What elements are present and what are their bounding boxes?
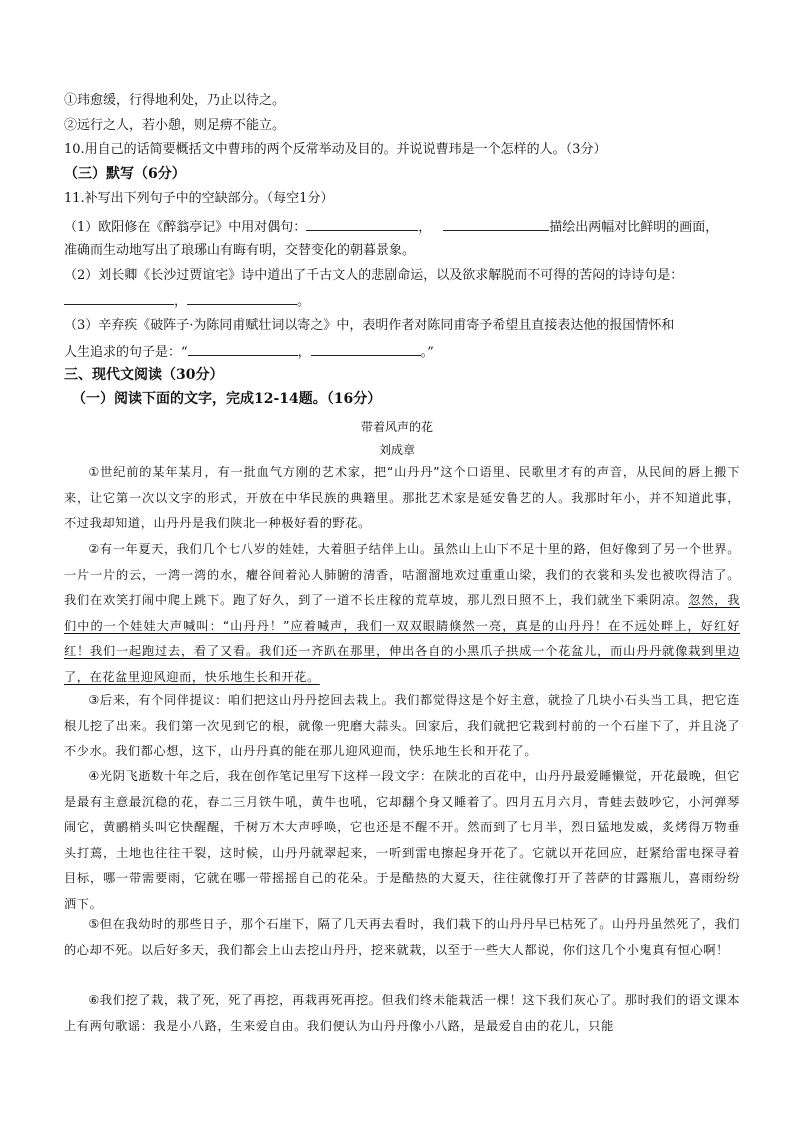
answer-blank[interactable] [64, 291, 174, 305]
question-11-1 [64, 217, 736, 237]
paragraph-2-underlined: 忽然，我们中的一个娃娃大声喊叫：“山丹丹！”应着喊声，我们一双双眼睛倏然一亮，真是的山丹丹！在不远处畔上，好红好红！我们一起跑过去，看了又看。我们还一齐趴在那里，伸出各自的小黑爪子拱成一个花盆儿，而山丹丹就像栽到里边了，在花盆里迎风迎而，快乐地生长和开花。 [64, 593, 740, 684]
answer-blank[interactable] [306, 217, 418, 231]
question-11: 11.补写出下列句子中的空缺部分。（每空1分） [64, 191, 334, 206]
q11-3-end: 。” [420, 345, 434, 360]
section-dictation-title: （三）默写（6分） [64, 166, 186, 182]
annotation-2: ②远行之人，若小憩，则足痹不能立。 [64, 118, 286, 133]
q11-2-end: 。 [297, 294, 311, 309]
part3-subtitle: （一）阅读下面的文字，完成12-14题。（16分） [72, 391, 382, 407]
article-title: 带着风声的花 [360, 420, 433, 434]
q11-3-sep: ， [297, 345, 311, 360]
paragraph-5: ⑤但在我幼时的那些日子，那个石崖下，隔了几天再去看时，我们栽下的山丹丹早已枯死了。山丹丹虽然死了，我们的心却不死。以后好多天，我们都会上山去挖山丹丹，挖来就栽，以至于一些大人都说，你们这几个小鬼真有恒心啊！ [64, 917, 740, 957]
q11-1-sep: ， [418, 220, 432, 235]
answer-blank[interactable] [188, 342, 298, 356]
question-11-3-blanks [64, 342, 736, 362]
annotation-1: ①玮愈缓，行得地利处，乃止以待之。 [64, 93, 286, 108]
q11-1-text: （1）欧阳修在《醉翁亭记》中用对偶句： [64, 220, 307, 235]
question-11-2: （2）刘长卿《长沙过贾谊宅》诗中道出了千古文人的悲剧命运，以及欲求解脱而不可得的苦闷的诗诗句是： [64, 268, 684, 283]
article-author: 刘成章 [378, 443, 415, 457]
answer-blank[interactable] [443, 217, 549, 231]
answer-blank[interactable] [187, 291, 297, 305]
paragraph-6: ⑥我们挖了栽，栽了死，死了再挖，再栽再死再挖。但我们终未能栽活一棵！这下我们灰心了。那时我们的语文课本上有两句歌谣：我是小八路，生来爱自由。我们便认为山丹丹像小八路，是最爱自由的花儿，只能 [64, 993, 740, 1033]
q11-2-sep: ， [174, 294, 188, 309]
paragraph-2-text: ②有一年夏天，我们几个七八岁的娃娃，大着胆子结伴上山。虽然山上山下不足十里的路，但好像到了另一个世界。一片一片的云，一湾一湾的水，癯谷间着沁人肺腑的清香，咕溜溜地欢过重重山梁，我们的衣裳和头发也被吹得洁了。我们在欢笑打闹中爬上跳下。跑了好久，到了一道不长庄稼的荒草坡，那儿烈日照不上，我们就坐下乘阴凉。 [64, 542, 740, 607]
question-10: 10.用自己的话简要概括文中曹玮的两个反常举动及目的。并说说曹玮是一个怎样的人。（3分） [64, 142, 607, 157]
paragraph-4: ④光阴飞逝数十年之后，我在创作笔记里写下这样一段文字：在陕北的百花中，山丹丹最爱睡懒觉，开花最晚，但它是最有主意最沉稳的花，春二三月铁牛吼，黄牛也吼，它却翻个身又睡着了。四月五月六月，青蛙去鼓吵它，小河弹琴闹它，黄鹂梢头叫它快醒醒，千树万木大声呼唤，它也还是不醒不开。然而到了七月半，烈日猛地发威，炙烤得万物垂头打蔫，土地也往往干裂，这时候，山丹丹就翠起来，一听到雷电擦起身开花了。它就以开花回应，赶紧给雷电探寻着目标，哪一带需要雨，它就在哪一带摇摇自己的花朵。于是酷热的大夏天，往往就像打开了菩萨的甘露瓶儿，喜雨纷纷洒下。 [64, 769, 740, 911]
question-11-3: （3）辛弃疾《破阵子·为陈同甫赋壮词以寄之》中，表明作者对陈同甫寄予希望且直接表达他的报国情怀和 [64, 318, 675, 333]
answer-blank[interactable] [311, 342, 421, 356]
paragraph-1: ①世纪前的某年某月，有一批血气方刚的艺术家，把“山丹丹”这个口语里、民歌里才有的声音，从民间的唇上搬下来，让它第一次以文字的形式，开放在中华民族的典籍里。那批艺术家是延安鲁艺的人。我那时年小，并不知道此事，不过我却知道，山丹丹是我们陕北一种极好看的野花。 [64, 465, 740, 530]
part3-title: 三、现代文阅读（30分） [64, 367, 224, 383]
q11-1-tail: 描绘出两幅对比鲜明的画面， [549, 220, 719, 235]
q11-3-text: 人生追求的句子是：“ [64, 345, 188, 360]
paragraph-3: ③后来，有个同伴提议：咱们把这山丹丹挖回去栽上。我们都觉得这是个好主意，就捡了几块小石头当工具，把它连根儿挖了出来。我们第一次见到它的根，就像一兜磨大蒜头。回家后，我们就把它栽到村前的一个石崖下了，并且浇了不少水。我们都心想，这下，山丹丹真的能在那儿迎风迎而，快乐地生长和开花了。 [64, 693, 740, 758]
paragraph-2 [64, 537, 740, 690]
question-11-1-cont: 准确而生动地写出了琅琊山有晦有明，交替变化的朝暮景象。 [64, 243, 416, 258]
question-11-2-blanks [64, 291, 736, 311]
